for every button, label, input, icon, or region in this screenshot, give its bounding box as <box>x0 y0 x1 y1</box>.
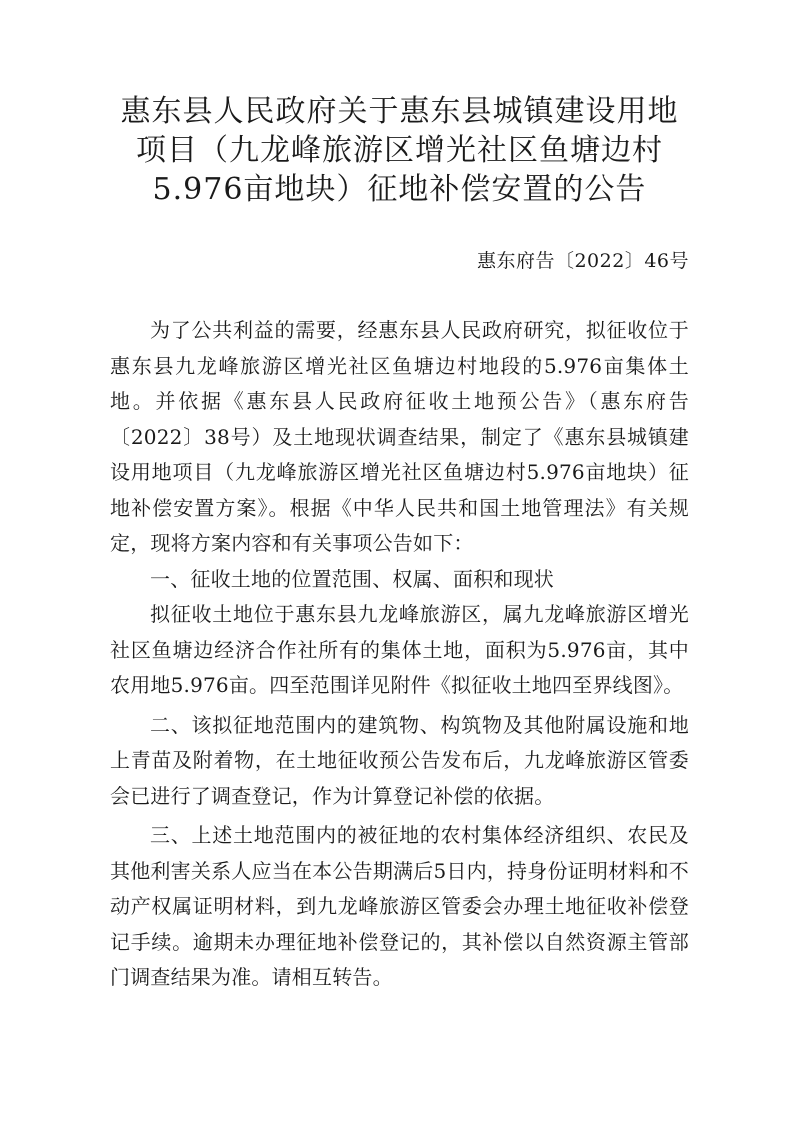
title-line-1: 惠东县人民政府关于惠东县城镇建设用地 <box>120 94 679 129</box>
document-number: 惠东府告〔2022〕46号 <box>476 250 689 272</box>
paragraph-section-2: 二、该拟征地范围内的建筑物、构筑物及其他附属设施和地上青苗及附着物，在土地征收预公告发布后，九龙峰旅游区管委会已进行了调查登记，作为计算登记补偿的依据。 <box>110 712 689 808</box>
title-line-3: 5.976亩地块）征地补偿安置的公告 <box>152 172 647 207</box>
paragraph-section-1-heading: 一、征收土地的位置范围、权属、面积和现状 <box>150 566 554 591</box>
title-line-2: 项目（九龙峰旅游区增光社区鱼塘边村 <box>136 133 663 168</box>
document-body <box>110 313 689 996</box>
paragraph-intro: 为了公共利益的需要，经惠东县人民政府研究，拟征收位于惠东县九龙峰旅游区增光社区鱼塘边村地段的5.976亩集体土地。并依据《惠东县人民政府征收土地预公告》（惠东府告〔2022〕38号）及土地现状调查结果，制定了《惠东县城镇建设用地项目（九龙峰旅游区增光社区鱼塘边村5.976亩地块）征地补偿安置方案》。根据《中华人民共和国土地管理法》有关规定，现将方案内容和有关事项公告如下： <box>110 318 689 555</box>
paragraph-section-3: 三、上述土地范围内的被征地的农村集体经济组织、农民及其他利害关系人应当在本公告期满后5日内，持身份证明材料和不动产权属证明材料，到九龙峰旅游区管委会办理土地征收补偿登记手续。逾期未办理征地补偿登记的，其补偿以自然资源主管部门调查结果为准。请相互转告。 <box>110 823 689 989</box>
paragraph-section-1-body: 拟征收土地位于惠东县九龙峰旅游区，属九龙峰旅游区增光社区鱼塘边经济合作社所有的集体土地，面积为5.976亩，其中农用地5.976亩。四至范围详见附件《拟征收土地四至界线图》。 <box>110 602 689 697</box>
document-title <box>110 92 689 209</box>
